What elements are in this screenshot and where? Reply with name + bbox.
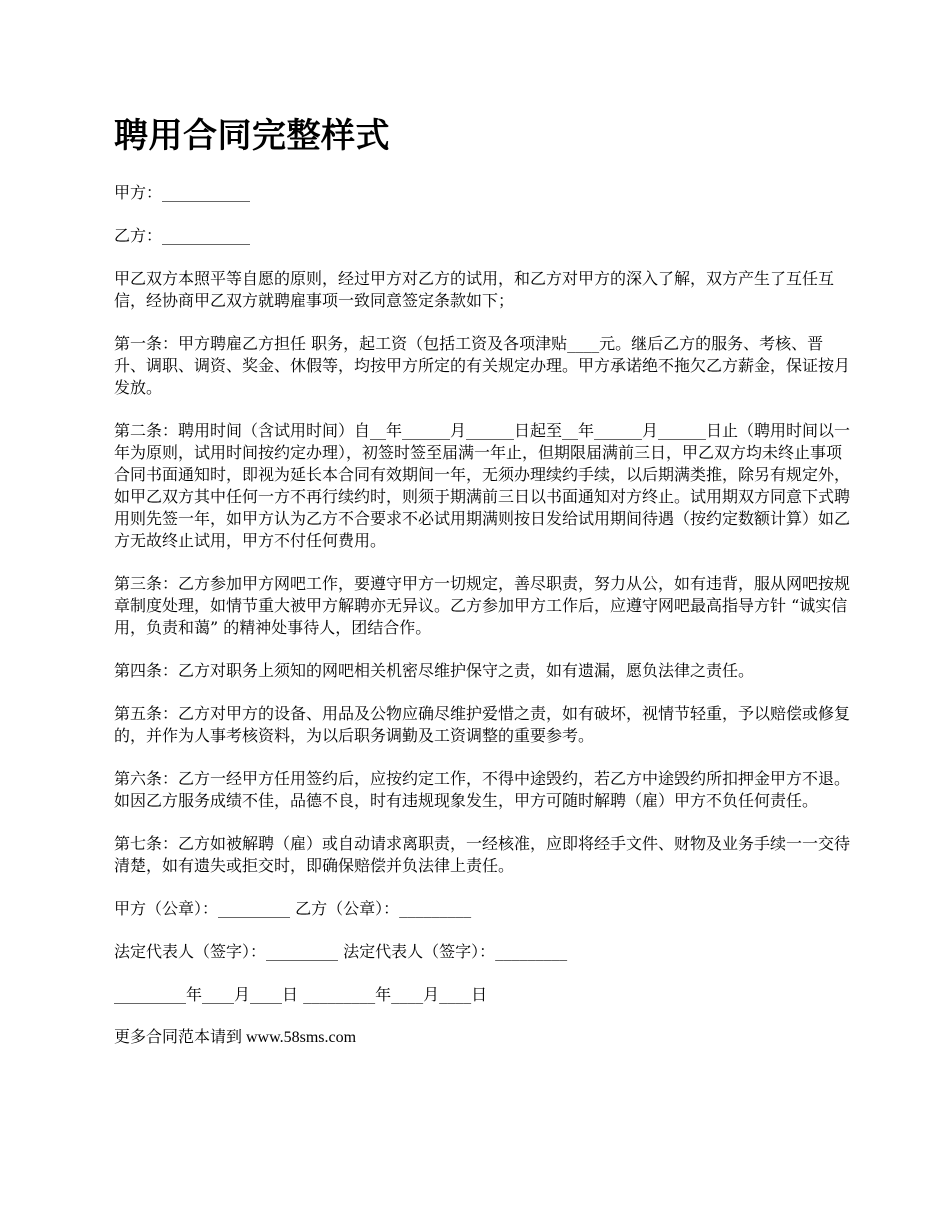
footer-more-templates: 更多合同范本请到 www.58sms.com	[114, 1029, 357, 1046]
clause-4: 第四条：乙方对职务上须知的网吧相关机密尽维护保守之责，如有遗漏，愿负法律之责任。	[114, 661, 755, 680]
seal-line: 甲方（公章）：_________ 乙方（公章）：_________	[114, 899, 472, 918]
clause-6: 第六条：乙方一经甲方任用签约后，应按约定工作，不得中途毁约，若乙方中途毁约所扣押金甲方不退。如因乙方服务成绩不佳，品德不良，时有违规现象发生，甲方可随时解聘（雇）甲方不负任何责任。	[114, 769, 851, 810]
intro-paragraph: 甲乙双方本照平等自愿的原则，经过甲方对乙方的试用，和乙方对甲方的深入了解，双方产生了互任互信，经协商甲乙双方就聘雇事项一致同意签定条款如下；	[114, 269, 835, 310]
date-line: _________年____月____日 _________年____月____日	[114, 985, 488, 1004]
contract-document	[114, 112, 854, 1070]
clause-3: 第三条：乙方参加甲方网吧工作，要遵守甲方一切规定，善尽职责，努力从公，如有违背，服从网吧按规章制度处理，如情节重大被甲方解聘亦无异议。乙方参加甲方工作后，应遵守网吧最高指导方针 “诚实信用，负责和蔼” 的精神处事待人，团结合作。	[114, 574, 851, 637]
party-b-line: 乙方：___________	[114, 226, 251, 245]
party-a-line: 甲方：___________	[114, 183, 251, 202]
representative-signature-line: 法定代表人（签字）：_________ 法定代表人（签字）：_________	[114, 942, 568, 961]
clause-1: 第一条：甲方聘雇乙方担任 职务，起工资（包括工资及各项津贴____元。继后乙方的服务、考核、晋升、调职、调资、奖金、休假等，均按甲方所定的有关规定办理。甲方承诺绝不拖欠乙方薪金，保证按月发放。	[114, 334, 851, 397]
clause-5: 第五条：乙方对甲方的设备、用品及公物应确尽维护爱惜之责，如有破坏，视情节轻重，予以赔偿或修复的，并作为人事考核资料，为以后职务调勤及工资调整的重要参考。	[114, 704, 851, 745]
clause-7: 第七条：乙方如被解聘（雇）或自动请求离职责，一经核准，应即将经手文件、财物及业务手续一一交待清楚，如有遗失或拒交时，即确保赔偿并负法律上责任。	[114, 834, 851, 875]
document-title: 聘用合同完整样式	[114, 116, 390, 156]
clause-2: 第二条：聘用时间（含试用时间）自__年______月______日起至__年______月______日止（聘用时间以一年为原则，试用时间按约定办理），初签时签至届满一年止，但期限届满前三日，甲乙双方均未终止事项合同书面通知时，即视为延长本合同有效期间一年，无须办理续约手续，以后期满类推，除另有规定外，如甲乙双方其中任何一方不再行续约时，则须于期满前三日以书面通知对方终止。试用期双方同意下式聘用则先签一年，如甲方认为乙方不合要求不必试用期满则按日发给试用期间待遇（按约定数额计算）如乙方无故终止试用，甲方不付任何费用。	[114, 421, 851, 550]
